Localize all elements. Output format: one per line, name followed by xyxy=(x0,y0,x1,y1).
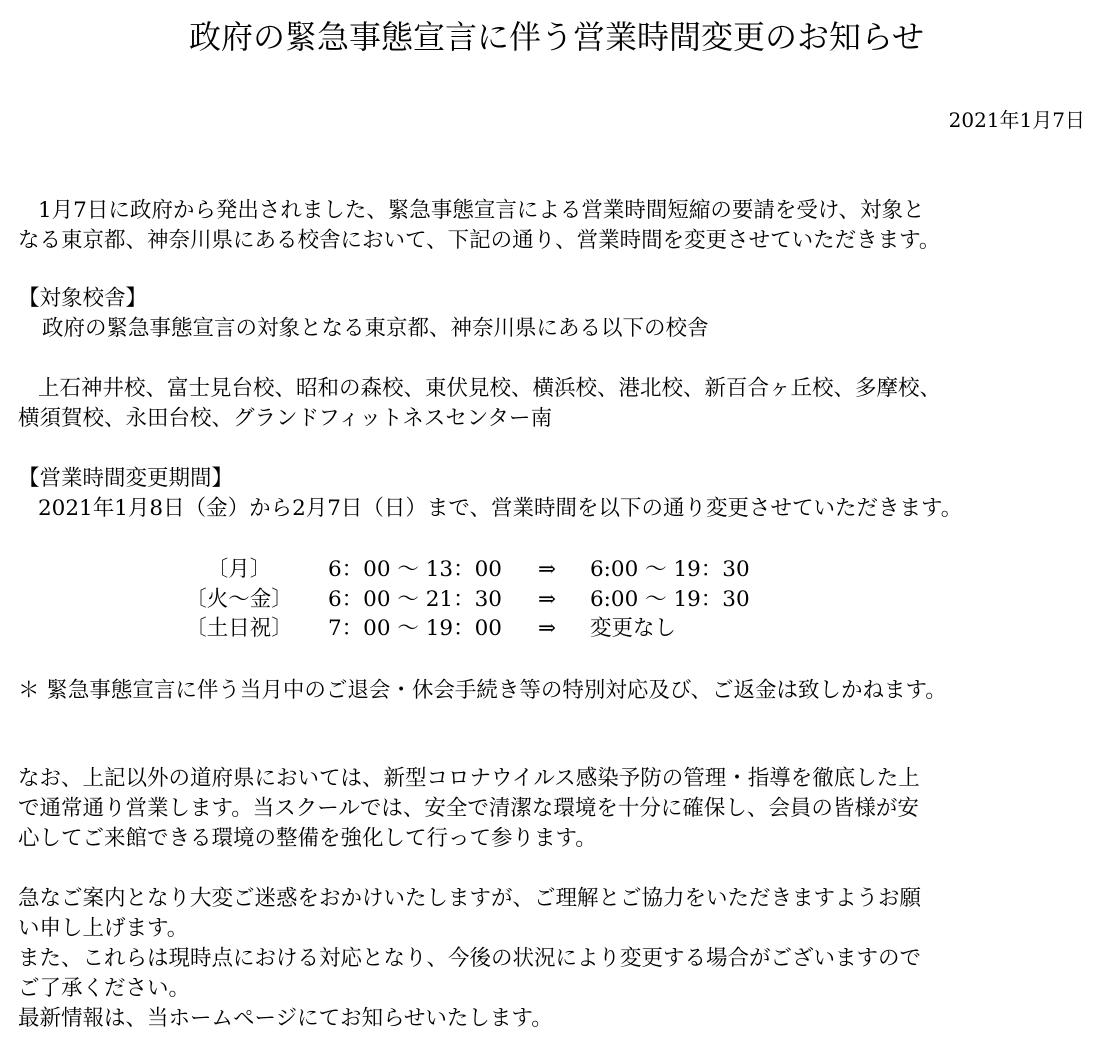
notice-date: 2021年1月7日 xyxy=(948,108,1085,132)
schedule-current-hours: 6：00 〜 13：00 xyxy=(328,557,502,582)
period-heading: 【営業時間変更期間】 xyxy=(18,466,234,491)
arrow-icon: ⇒ xyxy=(538,557,557,582)
schedule-day: 〔火〜金〕 xyxy=(185,587,293,612)
intro-line-1: 1月7日に政府から発出されました、緊急事態宣言による営業時間短縮の要請を受け、対象と xyxy=(38,198,925,223)
schools-line-2: 横須賀校、永田台校、グランドフィットネスセンター南 xyxy=(18,406,553,431)
arrow-icon: ⇒ xyxy=(538,587,557,612)
schedule-current-hours: 6：00 〜 21：30 xyxy=(328,587,502,612)
other-prefectures-line-3: 心してご来館できる環境の整備を強化して行って参ります。 xyxy=(18,826,597,851)
schedule-new-hours: 6:00 〜 19：30 xyxy=(590,587,750,612)
schedule-row xyxy=(0,555,1113,585)
closing-line-2: い申し上げます。 xyxy=(18,916,189,941)
schedule-day: 〔土日祝〕 xyxy=(185,616,293,641)
refund-note: ＊ 緊急事態宣言に伴う当月中のご退会・休会手続き等の特別対応及び、ご返金は致しかねます。 xyxy=(18,678,947,703)
closing-line-4: ご了承ください。 xyxy=(18,976,191,1001)
target-description: 政府の緊急事態宣言の対象となる東京都、神奈川県にある以下の校舎 xyxy=(42,316,709,341)
period-description: 2021年1月8日（金）から2月7日（日）まで、営業時間を以下の通り変更させていただきます。 xyxy=(38,496,963,521)
schedule-day: 〔月〕 xyxy=(206,557,272,582)
closing-line-3: また、これらは現時点における対応となり、今後の状況により変更する場合がございますので xyxy=(18,946,922,971)
other-prefectures-line-2: で通常通り営業します。当スクールでは、安全で清潔な環境を十分に確保し、会員の皆様が安 xyxy=(18,796,919,821)
page-title: 政府の緊急事態宣言に伴う営業時間変更のお知らせ xyxy=(188,18,925,56)
schedule-row xyxy=(0,614,1113,644)
target-heading: 【対象校舎】 xyxy=(18,286,148,311)
closing-line-1: 急なご案内となり大変ご迷惑をおかけいたしますが、ご理解とご協力をいただきますようお願 xyxy=(18,886,922,911)
schedule-row xyxy=(0,585,1113,615)
closing-line-5: 最新情報は、当ホームページにてお知らせいたします。 xyxy=(18,1006,553,1031)
intro-line-2: なる東京都、神奈川県にある校舎において、下記の通り、営業時間を変更させていただきます。 xyxy=(18,228,941,253)
schedule-new-hours: 変更なし xyxy=(590,616,677,641)
other-prefectures-line-1: なお、上記以外の道府県においては、新型コロナウイルス感染予防の管理・指導を徹底した上 xyxy=(18,766,920,791)
schools-line-1: 上石神井校、富士見台校、昭和の森校、東伏見校、横浜校、港北校、新百合ヶ丘校、多摩校、 xyxy=(38,376,942,401)
arrow-icon: ⇒ xyxy=(538,616,557,641)
schedule-current-hours: 7：00 〜 19：00 xyxy=(328,616,502,641)
schedule-new-hours: 6:00 〜 19：30 xyxy=(590,557,750,582)
